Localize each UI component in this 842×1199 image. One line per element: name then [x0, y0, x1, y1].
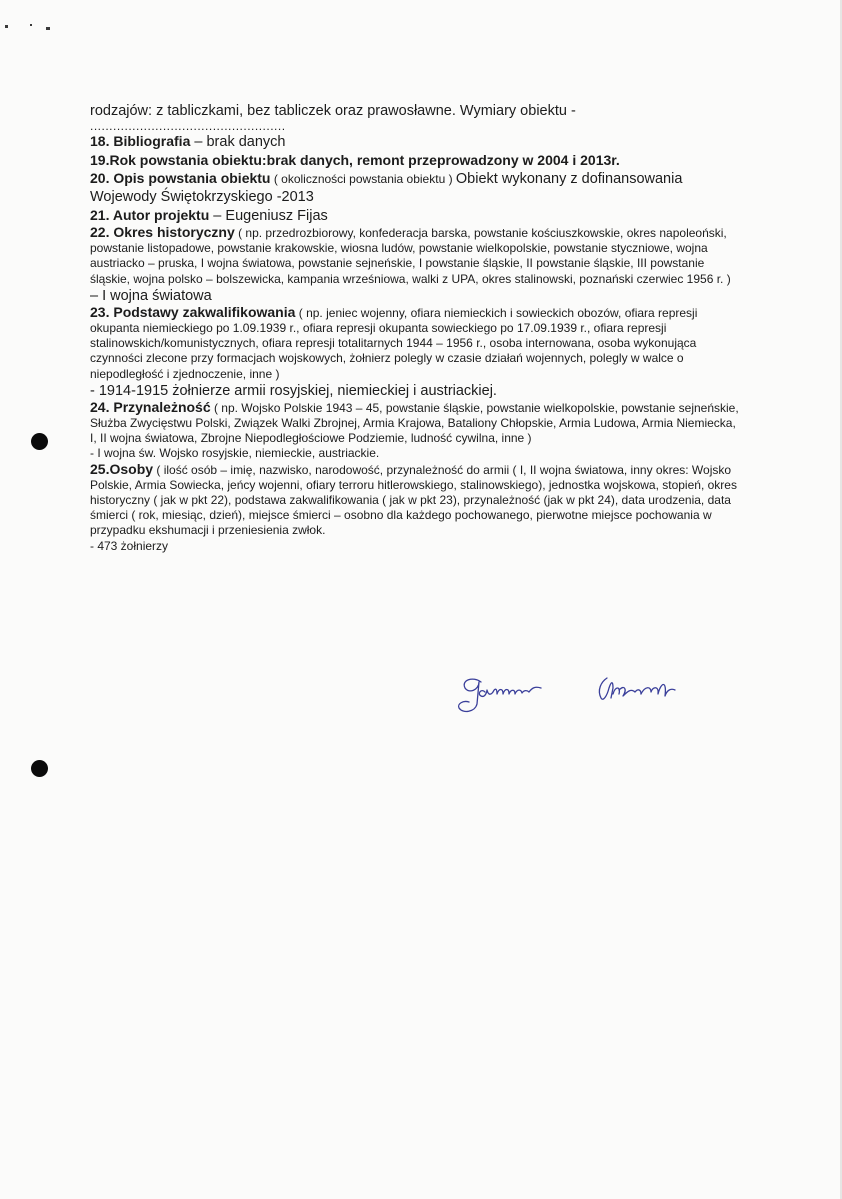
- section-23-note: ( np. jeniec wojenny, ofiara niemieckich i sowieckich obozów, ofiara represji okupanta niemieckiego po 1.09.1939 r., ofiara represji okupanta sowieckiego po 17.09.1939 r., ofiara represji stalinowskich/komunistycznych, ofiara represji totalitarnych 1944 – 1956 r., osoba internowana, osoba wykonująca czynności zlecone przy formacjach wojskowych, żołnierz polegly w czasie działań wojennych, polegly w walce o niepodległość i zjednoczenie, inne ): [90, 305, 698, 381]
- section-22: [90, 225, 740, 287]
- scan-speck: [30, 24, 32, 26]
- section-20-heading: 20. Opis powstania obiektu: [90, 170, 271, 186]
- section-19: 19.Rok powstania obiektu:brak danych, remont przeprowadzony w 2004 i 2013r.: [90, 152, 620, 168]
- section-24-value: - I wojna św. Wojsko rosyjskie, niemieckie, austriackie.: [90, 446, 380, 461]
- section-23: [90, 305, 740, 382]
- handwritten-signature: [455, 668, 695, 718]
- section-21: [90, 206, 740, 225]
- section-25-note: ( ilość osób – imię, nazwisko, narodowość, przynależność do armii ( I, II wojna światowa, inny okres: Wojsko Polskie, Armia Sowiecka, jeńcy wojenni, ofiary terroru hitlerowskiego, stalinowskiego), jednostka wojskowa, stopień, okres historyczny ( jak w pkt 22), podstawa zakwalifikowania ( jak w pkt 23), przynależność (jak w pkt 24), data urodzenia, data śmierci ( rok, miesiąc, dzień), miejsce śmierci – osobno dla każdego pochowanego, pierwotne miejsce pochowania w przypadku ekshumacji i przeniesienia zwłok.: [90, 462, 737, 538]
- section-25: [90, 462, 740, 539]
- section-21-heading: 21. Autor projektu: [90, 207, 210, 223]
- section-23-heading: 23. Podstawy zakwalifikowania: [90, 303, 296, 320]
- dotted-line: ...................................................: [90, 119, 286, 133]
- section-22-value: – I wojna światowa: [90, 287, 212, 304]
- section-18: [90, 132, 740, 151]
- document-body: [90, 102, 740, 554]
- section-20: [90, 169, 740, 206]
- punch-hole-bottom: [31, 760, 48, 777]
- section-18-heading: 18. Bibliografia: [90, 133, 191, 149]
- section-22-note: ( np. przedrozbiorowy, konfederacja barska, powstanie kościuszkowskie, okres napoleoński, powstanie listopadowe, powstanie krakowskie, wiosna ludów, powstanie wielkopolskie, powstanie styczniowe, wojna austriacko – pruska, I wojna światowa, powstanie sejneńskie, I powstanie śląskie, II powstanie śląskie, III powstanie śląskie, wojna polsko – bolszewicka, kampania wrześniowa, walki z UPA, okres stalinowski, poznański czerwiec 1956 r. ): [90, 226, 731, 286]
- section-23-value: - 1914-1915 żołnierze armii rosyjskiej, niemieckiej i austriackiej.: [90, 382, 497, 399]
- section-20-value: Obiekt wykonany z dofinansowania Wojewody Świętokrzyskiego -2013: [90, 171, 683, 205]
- punch-hole-top: [31, 433, 48, 450]
- section-22-heading: 22. Okres historyczny: [90, 224, 235, 240]
- section-21-value: – Eugeniusz Fijas: [209, 208, 328, 224]
- section-24-note: ( np. Wojsko Polskie 1943 – 45, powstanie śląskie, powstanie wielkopolskie, powstanie sejneńskie, Służba Zwycięstwu Polski, Związek Walki Zbrojnej, Armia Krajowa, Bataliony Chłopskie, Armia Ludowa, Armia Niemiecka, I, II wojna światowa, Zbrojne Niepodległościowe Podziemie, ludność cywilna, inne ): [90, 400, 739, 446]
- section-20-note: ( okoliczności powstania obiektu ): [270, 172, 456, 186]
- section-24-heading: 24. Przynależność: [90, 398, 211, 415]
- scan-speck: [46, 27, 50, 30]
- section-25-value: - 473 żołnierzy: [90, 538, 169, 553]
- section-24: [90, 400, 740, 447]
- intro-line: rodzajów: z tabliczkami, bez tabliczek oraz prawosławne. Wymiary obiektu -: [90, 103, 576, 119]
- scan-speck: [5, 25, 8, 28]
- section-25-heading: 25.Osoby: [90, 460, 154, 477]
- section-18-value: – brak danych: [190, 134, 286, 150]
